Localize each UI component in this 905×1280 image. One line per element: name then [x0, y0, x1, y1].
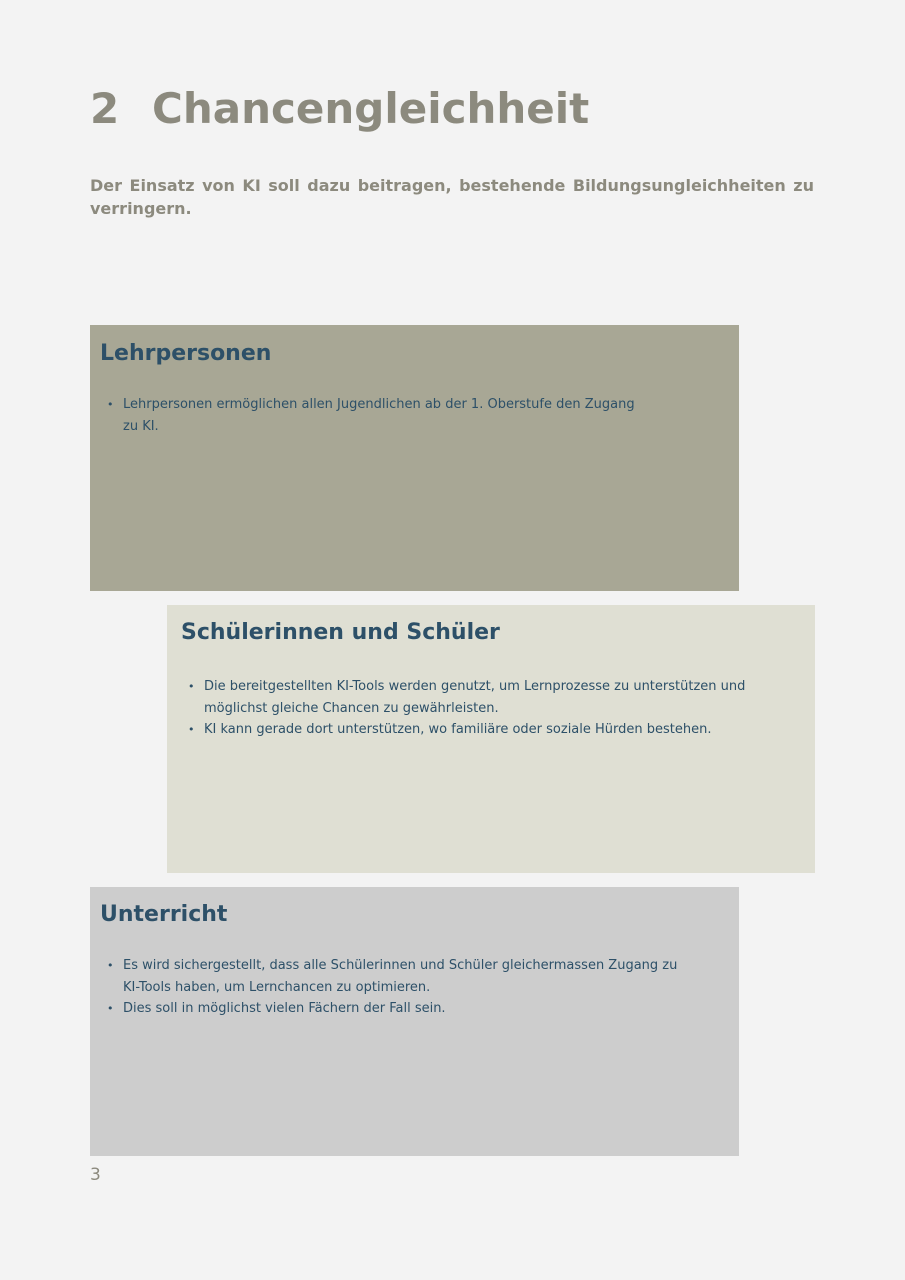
list-item: • Dies soll in möglichst vielen Fächern der Fall sein. — [123, 998, 683, 1020]
page-number: 3 — [90, 1165, 101, 1185]
list-item: • KI kann gerade dort unterstützen, wo familiäre oder soziale Hürden bestehen. — [204, 719, 801, 741]
page-title — [90, 84, 589, 133]
section-lehrpersonen — [90, 325, 739, 591]
bullet-list — [181, 676, 801, 741]
section-unterricht — [90, 887, 739, 1156]
bullet-list — [100, 955, 683, 1020]
bullet-list — [100, 394, 643, 437]
section-title: Lehrpersonen — [100, 341, 272, 366]
section-title: Unterricht — [100, 902, 228, 927]
list-item: • Die bereitgestellten KI-Tools werden genutzt, um Lernprozesse zu unterstützen und möglichst gleiche Chancen zu gewährleisten. — [204, 676, 801, 719]
chapter-number: 2 — [90, 84, 120, 133]
intro-paragraph: Der Einsatz von KI soll dazu beitragen, bestehende Bildungsungleichheiten zu verringern. — [90, 176, 814, 218]
chapter-title: Chancengleichheit — [152, 84, 590, 133]
list-item: • Lehrpersonen ermöglichen allen Jugendlichen ab der 1. Oberstufe den Zugang zu KI. — [123, 394, 643, 437]
section-schuelerinnen-und-schueler — [167, 605, 815, 873]
section-title: Schülerinnen und Schüler — [181, 620, 500, 645]
list-item: • Es wird sichergestellt, dass alle Schülerinnen und Schüler gleichermassen Zugang zu KI-Tools haben, um Lernchancen zu optimieren. — [123, 955, 683, 998]
